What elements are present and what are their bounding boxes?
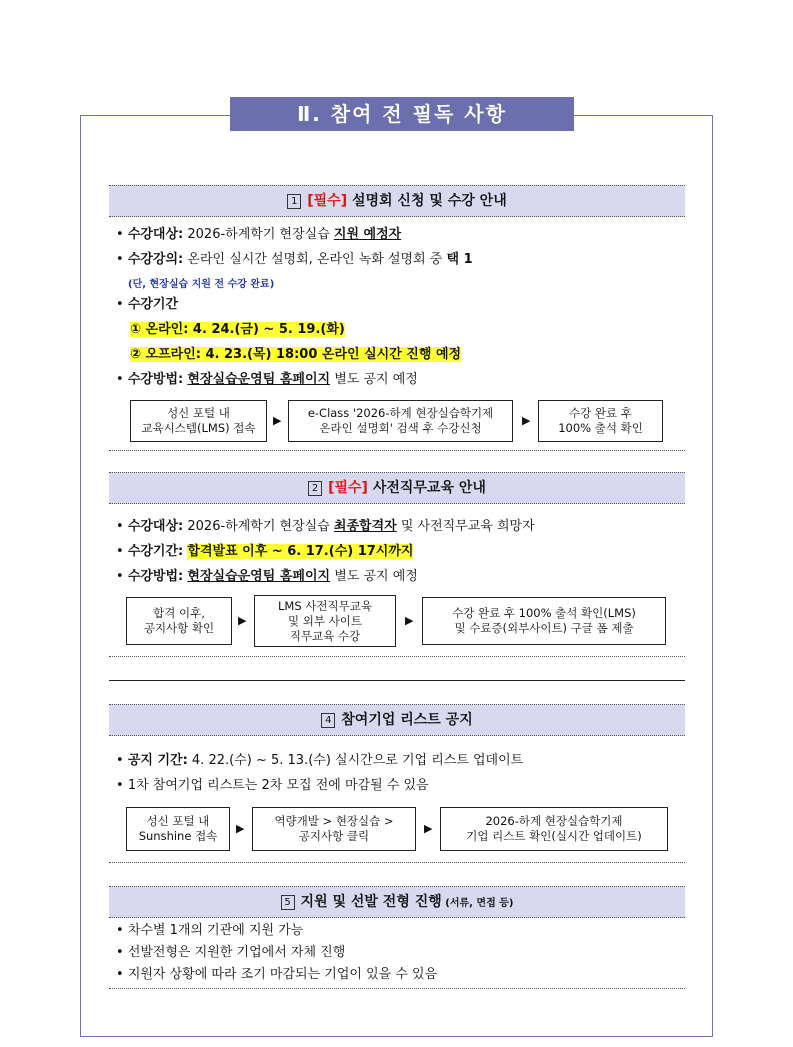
divider [109, 862, 685, 863]
arrow-icon: ▶ [424, 822, 433, 835]
page-title: Ⅱ. 참여 전 필독 사항 [230, 97, 574, 131]
section-1-required: [필수] [307, 193, 348, 209]
s4-line-2: • 1차 참여기업 리스트는 2차 모집 전에 마감될 수 있음 [116, 778, 429, 793]
divider [109, 450, 685, 451]
s4-notice-line: • 공지 기간: 4. 22.(수) ~ 5. 13.(수) 실시간으로 기업 리스트 업데이트 [116, 753, 524, 768]
section-2-number: 2 [308, 481, 322, 496]
section-2-header [109, 472, 685, 504]
section-4-header [109, 704, 685, 736]
s4-flow-step-1: 성신 포털 내 Sunshine 접속 [126, 807, 230, 851]
s2-method-line: • 수강방법: 현장실습운영팀 홈페이지 별도 공지 예정 [116, 569, 418, 584]
s4-flow-step-3: 2026-하계 현장실습학기제 기업 리스트 확인(실시간 업데이트) [440, 807, 668, 851]
s1-method-line: • 수강방법: 현장실습운영팀 홈페이지 별도 공지 예정 [116, 372, 418, 387]
s4-flow-step-2: 역량개발 > 현장실습 > 공지사항 클릭 [252, 807, 416, 851]
s1-flow-step-2: e-Class '2026-하계 현장실습학기제 온라인 설명회' 검색 후 수강신청 [288, 400, 513, 442]
s5-item-1: • 차수별 1개의 기관에 지원 가능 [116, 923, 304, 938]
s2-flow-step-1: 합격 이후, 공지사항 확인 [126, 597, 232, 645]
arrow-icon: ▶ [238, 614, 247, 627]
s1-online-period: ① 온라인: 4. 24.(금) ~ 5. 19.(화) [130, 322, 345, 337]
arrow-icon: ▶ [405, 614, 414, 627]
divider [109, 656, 685, 657]
s1-note: (단, 현장실습 지원 전 수강 완료) [128, 279, 275, 290]
s5-item-3: • 지원자 상황에 따라 조기 마감되는 기업이 있을 수 있음 [116, 967, 438, 982]
section-1-header [109, 185, 685, 217]
section-1-number: 1 [287, 194, 301, 209]
section-4-number: 4 [321, 713, 335, 728]
section-5-title: 지원 및 선발 전형 진행 [300, 894, 442, 910]
s1-lecture-line: • 수강강의: 온라인 실시간 설명회, 온라인 녹화 설명회 중 택 1 [116, 252, 473, 267]
s5-item-2: • 선발전형은 지원한 기업에서 자체 진행 [116, 945, 346, 960]
arrow-icon: ▶ [273, 414, 282, 427]
divider [109, 680, 685, 681]
section-2-required: [필수] [328, 480, 368, 496]
s2-target-line: • 수강대상: 2026-하계학기 현장실습 최종합격자 및 사전직무교육 희망자 [116, 519, 535, 534]
section-1-title: 설명회 신청 및 수강 안내 [347, 193, 507, 209]
s1-flow-step-3: 수강 완료 후 100% 출석 확인 [538, 400, 663, 442]
arrow-icon: ▶ [522, 414, 531, 427]
divider [109, 988, 685, 989]
section-5-number: 5 [281, 895, 295, 910]
s1-offline-period: ② 오프라인: 4. 23.(목) 18:00 온라인 실시간 진행 예정 [130, 347, 462, 362]
s2-period-line: • 수강기간: 합격발표 이후 ~ 6. 17.(수) 17시까지 [116, 544, 414, 559]
section-5-subtitle: (서류, 면접 등) [441, 898, 514, 909]
section-2-title: 사전직무교육 안내 [367, 480, 486, 496]
section-5-header [109, 886, 685, 918]
s1-target-line: • 수강대상: 2026-하계학기 현장실습 지원 예정자 [116, 227, 402, 242]
s2-flow-step-3: 수강 완료 후 100% 출석 확인(LMS) 및 수료증(외부사이트) 구글 폼 제출 [422, 597, 666, 645]
s1-flow-step-1: 성신 포털 내 교육시스템(LMS) 접속 [130, 400, 267, 442]
section-4-title: 참여기업 리스트 공지 [341, 712, 473, 728]
s1-period-line: • 수강기간 [116, 297, 179, 312]
s2-flow-step-2: LMS 사전직무교육 및 외부 사이트 직무교육 수강 [254, 595, 396, 647]
arrow-icon: ▶ [236, 822, 245, 835]
